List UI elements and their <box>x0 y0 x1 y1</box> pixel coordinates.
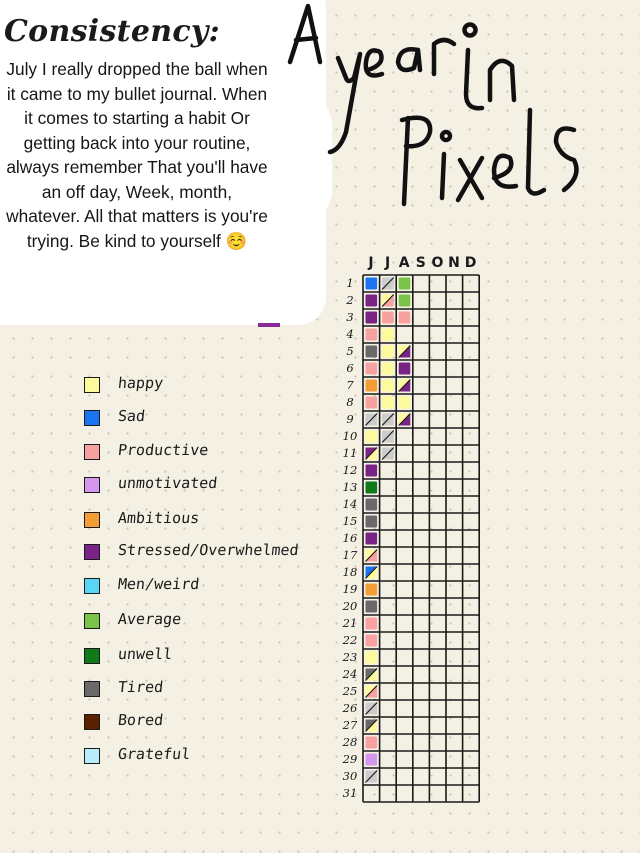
day-number: 26 <box>342 701 358 715</box>
pixel-cell <box>366 737 378 749</box>
day-number: 7 <box>346 378 354 392</box>
title-text: A year in Pixels <box>268 0 276 1</box>
legend-label: Ambitious <box>117 509 201 527</box>
day-number: 5 <box>346 344 354 358</box>
pixel-cell <box>382 312 394 324</box>
pixel-cell <box>366 363 378 375</box>
pixel-cell <box>366 329 378 341</box>
pixel-cell <box>366 312 378 324</box>
day-number: 3 <box>346 310 354 324</box>
day-number: 16 <box>342 531 358 545</box>
pixel-cell <box>366 397 378 409</box>
day-number: 22 <box>342 633 358 647</box>
day-number: 1 <box>346 276 354 290</box>
day-number: 18 <box>342 565 358 579</box>
day-number: 6 <box>346 361 354 375</box>
pixel-cell <box>366 499 378 511</box>
pixel-cell <box>366 584 378 596</box>
month-header: S <box>415 255 426 271</box>
pixel-cell <box>366 431 378 443</box>
day-number: 31 <box>342 786 358 800</box>
pixel-cell <box>366 482 378 494</box>
day-number: 13 <box>342 480 358 494</box>
day-number: 9 <box>346 412 354 426</box>
day-number: 4 <box>346 327 354 341</box>
day-number: 30 <box>342 769 358 783</box>
month-header: A <box>398 255 410 271</box>
month-header: N <box>448 255 460 271</box>
pixel-cell <box>366 380 378 392</box>
pixel-cell <box>366 516 378 528</box>
day-number: 21 <box>342 616 358 630</box>
pixel-cell <box>382 397 394 409</box>
pixel-cell <box>366 533 378 545</box>
legend-label: Sad <box>117 407 147 425</box>
pixel-cell <box>366 601 378 613</box>
day-number: 8 <box>346 395 354 409</box>
legend-label: unwell <box>117 645 174 663</box>
legend-label: Men/weird <box>117 575 201 593</box>
day-number: 27 <box>342 718 358 732</box>
day-number: 12 <box>342 463 358 477</box>
day-number: 23 <box>342 650 358 664</box>
pixel-cell <box>366 754 378 766</box>
day-number: 11 <box>342 446 358 460</box>
pixel-cell <box>399 312 411 324</box>
note-body: July I really dropped the ball when it came to my bullet journal. When it comes to starting a habit Or getting back into your routine, always remember That you'll have an off day, Week, month, whatever. All that matters is you're trying. Be kind to yourself ☺️ <box>6 59 268 251</box>
pixel-cell <box>366 295 378 307</box>
day-number: 10 <box>342 429 358 443</box>
legend-label: unmotivated <box>117 474 219 492</box>
day-number: 24 <box>342 667 358 681</box>
month-header: J <box>384 255 391 271</box>
pixel-cell <box>366 346 378 358</box>
day-number: 28 <box>342 735 358 749</box>
pixel-cell <box>382 380 394 392</box>
month-header: O <box>431 255 444 271</box>
pixel-cell <box>382 363 394 375</box>
month-header: D <box>464 255 477 271</box>
pixel-cell <box>366 278 378 290</box>
legend-label: Productive <box>117 441 210 459</box>
pixel-cell <box>399 397 411 409</box>
pixel-cell <box>399 363 411 375</box>
pixel-cell <box>366 465 378 477</box>
legend-label: Grateful <box>117 745 192 763</box>
pixel-cell <box>382 346 394 358</box>
day-number: 17 <box>342 548 358 562</box>
pixel-cell <box>382 329 394 341</box>
day-number: 19 <box>342 582 358 596</box>
day-number: 2 <box>346 293 354 307</box>
month-header: J <box>368 255 374 271</box>
day-number: 20 <box>342 599 358 613</box>
pixel-cell <box>399 278 411 290</box>
note-heading: Consistency: <box>4 14 221 49</box>
legend-label: Stressed/Overwhelmed <box>117 541 300 559</box>
legend-label: happy <box>117 374 165 392</box>
legend-label: Tired <box>117 678 165 696</box>
day-number: 15 <box>342 514 358 528</box>
legend-label: Average <box>117 610 183 628</box>
pixel-cell <box>399 295 411 307</box>
pixel-cell <box>366 635 378 647</box>
pixel-cell <box>366 618 378 630</box>
pixel-cell <box>366 652 378 664</box>
day-number: 14 <box>342 497 358 511</box>
day-number: 25 <box>342 684 358 698</box>
day-number: 29 <box>342 752 358 766</box>
legend-label: Bored <box>117 711 165 729</box>
